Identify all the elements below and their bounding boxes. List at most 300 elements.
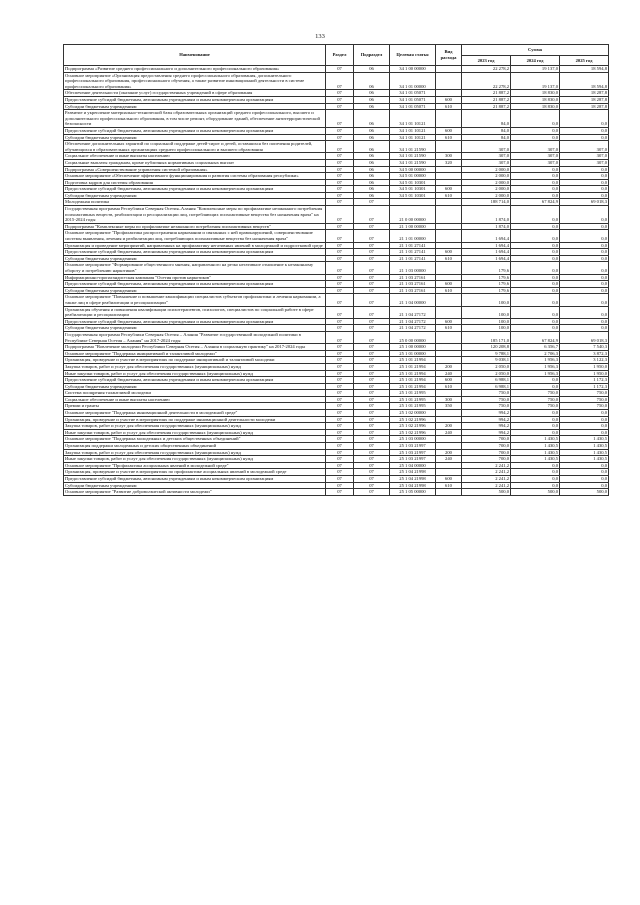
row-sum-2023: 994,2 bbox=[462, 416, 511, 423]
row-expense-type: 600 bbox=[436, 96, 462, 103]
row-sum-2025: 1 430,5 bbox=[560, 449, 609, 456]
row-sum-2025: 0,0 bbox=[560, 127, 609, 134]
row-expense-type bbox=[436, 242, 462, 249]
row-expense-type bbox=[436, 179, 462, 186]
row-razdel: 07 bbox=[326, 377, 354, 384]
row-expense-type: 600 bbox=[436, 186, 462, 193]
row-razdel: 07 bbox=[326, 110, 354, 128]
row-name: Предоставление субсидий бюджетным, автономным учреждениям и иным некоммерческим организациям bbox=[64, 96, 326, 103]
row-sum-2025: 0,0 bbox=[560, 318, 609, 325]
row-podrazdel: 06 bbox=[354, 179, 390, 186]
row-podrazdel: 07 bbox=[354, 206, 390, 224]
row-sum-2025: 750,0 bbox=[560, 390, 609, 397]
row-podrazdel: 07 bbox=[354, 456, 390, 463]
row-sum-2023: 1 694,4 bbox=[462, 249, 511, 256]
row-razdel: 07 bbox=[326, 482, 354, 489]
row-sum-2023: 84,0 bbox=[462, 127, 511, 134]
row-sum-2025: 0,0 bbox=[560, 416, 609, 423]
row-sum-2024: 0,0 bbox=[511, 306, 560, 318]
row-expense-type bbox=[436, 357, 462, 364]
row-target-article: 25 1 04 21998 bbox=[390, 476, 436, 483]
row-podrazdel: 07 bbox=[354, 274, 390, 281]
row-sum-2023: 1 874,0 bbox=[462, 223, 511, 230]
row-sum-2023: 100,0 bbox=[462, 294, 511, 306]
table-row bbox=[64, 110, 609, 128]
row-name: Подпрограмма «Совершенствование управления системой образования» bbox=[64, 166, 326, 173]
row-name: Субсидии бюджетным учреждениям bbox=[64, 103, 326, 110]
row-razdel: 07 bbox=[326, 390, 354, 397]
row-razdel: 07 bbox=[326, 249, 354, 256]
row-sum-2025: 0,0 bbox=[560, 134, 609, 141]
row-razdel: 07 bbox=[326, 192, 354, 199]
row-razdel: 07 bbox=[326, 173, 354, 180]
row-target-article: 34 1 01 10121 bbox=[390, 127, 436, 134]
row-name: Подготовка кадров для системы образования bbox=[64, 179, 326, 186]
row-expense-type: 600 bbox=[436, 281, 462, 288]
row-sum-2024: 0,0 bbox=[511, 281, 560, 288]
row-razdel: 07 bbox=[326, 403, 354, 410]
row-sum-2025: 1 430,5 bbox=[560, 456, 609, 463]
row-podrazdel: 07 bbox=[354, 287, 390, 294]
row-sum-2023: 120 208,8 bbox=[462, 344, 511, 351]
row-sum-2023: 2 000,0 bbox=[462, 166, 511, 173]
row-sum-2025: 18 287,8 bbox=[560, 96, 609, 103]
table-row bbox=[64, 242, 609, 249]
row-podrazdel: 06 bbox=[354, 159, 390, 166]
row-sum-2025: 0,0 bbox=[560, 186, 609, 193]
row-sum-2023: 21 887,2 bbox=[462, 90, 511, 97]
budget-table bbox=[63, 44, 609, 496]
row-sum-2025: 1 430,5 bbox=[560, 443, 609, 450]
row-name: Предоставление субсидий бюджетным, автономным учреждениям и иным некоммерческим организациям bbox=[64, 186, 326, 193]
row-podrazdel: 07 bbox=[354, 436, 390, 443]
row-sum-2024: 307,0 bbox=[511, 159, 560, 166]
row-expense-type: 200 bbox=[436, 363, 462, 370]
row-podrazdel: 07 bbox=[354, 482, 390, 489]
row-target-article: 25 1 01 21995 bbox=[390, 396, 436, 403]
row-expense-type bbox=[436, 350, 462, 357]
table-row bbox=[64, 90, 609, 97]
table-row bbox=[64, 410, 609, 417]
row-target-article: 25 1 05 00000 bbox=[390, 489, 436, 496]
row-target-article: 21 0 00 00000 bbox=[390, 206, 436, 224]
row-sum-2023: 994,2 bbox=[462, 410, 511, 417]
row-razdel: 07 bbox=[326, 456, 354, 463]
row-razdel: 07 bbox=[326, 206, 354, 224]
row-expense-type bbox=[436, 173, 462, 180]
row-podrazdel: 06 bbox=[354, 103, 390, 110]
table-body bbox=[64, 66, 609, 496]
row-razdel: 07 bbox=[326, 449, 354, 456]
row-podrazdel: 06 bbox=[354, 96, 390, 103]
row-sum-2024: 750,0 bbox=[511, 403, 560, 410]
table-row bbox=[64, 274, 609, 281]
row-target-article: 34 1 01 21590 bbox=[390, 153, 436, 160]
row-podrazdel: 07 bbox=[354, 390, 390, 397]
table-row bbox=[64, 403, 609, 410]
row-sum-2025: 18 594,8 bbox=[560, 72, 609, 90]
row-podrazdel: 06 bbox=[354, 192, 390, 199]
row-sum-2023: 188 714,0 bbox=[462, 199, 511, 206]
row-podrazdel: 07 bbox=[354, 331, 390, 343]
row-razdel: 07 bbox=[326, 325, 354, 332]
row-sum-2025: 7 540,3 bbox=[560, 344, 609, 351]
row-podrazdel: 07 bbox=[354, 410, 390, 417]
row-razdel: 07 bbox=[326, 242, 354, 249]
row-sum-2024: 0,0 bbox=[511, 383, 560, 390]
row-expense-type: 600 bbox=[436, 318, 462, 325]
row-razdel: 07 bbox=[326, 134, 354, 141]
row-target-article: 25 1 00 00000 bbox=[390, 344, 436, 351]
row-sum-2023: 994,2 bbox=[462, 423, 511, 430]
row-podrazdel: 07 bbox=[354, 344, 390, 351]
row-expense-type bbox=[436, 331, 462, 343]
row-name: Организация, проведение и участие в мероприятиях по поддержке инициативной и талантливой молодежи bbox=[64, 357, 326, 364]
row-podrazdel: 07 bbox=[354, 396, 390, 403]
row-name: Иные закупки товаров, работ и услуг для обеспечения государственных (муниципальных) нужд bbox=[64, 456, 326, 463]
row-name: Премии и гранты bbox=[64, 403, 326, 410]
row-sum-2024: 0,0 bbox=[511, 249, 560, 256]
row-expense-type: 240 bbox=[436, 456, 462, 463]
row-name: Закупка товаров, работ и услуг для обеспечения государственных (муниципальных) нужд bbox=[64, 449, 326, 456]
row-sum-2025: 0,0 bbox=[560, 294, 609, 306]
row-sum-2023: 100,0 bbox=[462, 325, 511, 332]
row-sum-2023: 994,2 bbox=[462, 429, 511, 436]
row-podrazdel: 06 bbox=[354, 127, 390, 134]
row-razdel: 07 bbox=[326, 410, 354, 417]
table-row bbox=[64, 429, 609, 436]
row-target-article: 21 1 03 27161 bbox=[390, 281, 436, 288]
header-year-2024: 2024 год bbox=[511, 56, 560, 66]
row-razdel: 07 bbox=[326, 199, 354, 206]
table-row bbox=[64, 370, 609, 377]
table-row bbox=[64, 66, 609, 73]
header-year-2025: 2025 год bbox=[560, 56, 609, 66]
row-podrazdel: 07 bbox=[354, 489, 390, 496]
row-sum-2024: 0,0 bbox=[511, 325, 560, 332]
row-sum-2025: 307,0 bbox=[560, 141, 609, 153]
row-podrazdel: 06 bbox=[354, 134, 390, 141]
row-target-article: 34 5 00 00000 bbox=[390, 166, 436, 173]
row-sum-2025: 69 018,3 bbox=[560, 199, 609, 206]
row-name: Субсидии бюджетным учреждениям bbox=[64, 134, 326, 141]
row-sum-2023: 21 887,2 bbox=[462, 96, 511, 103]
table-row bbox=[64, 153, 609, 160]
row-expense-type: 600 bbox=[436, 476, 462, 483]
row-sum-2025: 18 594,8 bbox=[560, 66, 609, 73]
row-razdel: 07 bbox=[326, 159, 354, 166]
row-sum-2024: 1 430,5 bbox=[511, 456, 560, 463]
row-name: Развитие и укрепление материально-технической базы образовательных организаций среднего профессионального, высшего и дополнительного профессионального образования, в том числе ремонт, оборудование зданий, обеспечение антитеррористической безопасности bbox=[64, 110, 326, 128]
header-year-2023: 2023 год bbox=[462, 56, 511, 66]
row-name: Обеспечение дополнительных гарантий по социальной поддержке детей-сирот и детей, оставшихся без попечения родителей, обучающихся в образовательных организациях среднего профессионального и высшего образования bbox=[64, 141, 326, 153]
row-razdel: 07 bbox=[326, 344, 354, 351]
row-sum-2025: 0,0 bbox=[560, 262, 609, 274]
row-sum-2024: 0,0 bbox=[511, 230, 560, 242]
row-sum-2023: 2 050,0 bbox=[462, 370, 511, 377]
row-sum-2024: 0,0 bbox=[511, 186, 560, 193]
table-row bbox=[64, 449, 609, 456]
table-row bbox=[64, 423, 609, 430]
row-expense-type bbox=[436, 344, 462, 351]
header-expense-type: Вид расхода bbox=[436, 45, 462, 66]
row-expense-type: 240 bbox=[436, 429, 462, 436]
header-target-article: Целевая статья bbox=[390, 45, 436, 66]
row-name: Иные закупки товаров, работ и услуг для обеспечения государственных (муниципальных) нужд bbox=[64, 429, 326, 436]
row-name: Социальное обеспечение и иные выплаты населению bbox=[64, 396, 326, 403]
row-target-article: 25 1 01 21994 bbox=[390, 377, 436, 384]
row-target-article: 25 1 01 21994 bbox=[390, 363, 436, 370]
table-row bbox=[64, 249, 609, 256]
row-sum-2024: 0,0 bbox=[511, 127, 560, 134]
row-sum-2024: 0,0 bbox=[511, 223, 560, 230]
row-target-article: 21 1 04 27172 bbox=[390, 318, 436, 325]
row-target-article: 25 1 01 21994 bbox=[390, 357, 436, 364]
row-name: Предоставление субсидий бюджетным, автономным учреждениям и иным некоммерческим организациям bbox=[64, 281, 326, 288]
row-target-article: 25 1 01 21995 bbox=[390, 403, 436, 410]
row-expense-type bbox=[436, 436, 462, 443]
row-target-article: 34 1 00 00000 bbox=[390, 66, 436, 73]
row-sum-2023: 100,0 bbox=[462, 318, 511, 325]
row-sum-2025: 0,0 bbox=[560, 223, 609, 230]
table-row bbox=[64, 281, 609, 288]
row-expense-type bbox=[436, 489, 462, 496]
row-name: Социальные выплаты гражданам, кроме публичных нормативных социальных выплат bbox=[64, 159, 326, 166]
row-sum-2025: 0,0 bbox=[560, 423, 609, 430]
row-sum-2025: 1 172,3 bbox=[560, 377, 609, 384]
row-sum-2025: 0,0 bbox=[560, 230, 609, 242]
row-podrazdel: 07 bbox=[354, 476, 390, 483]
row-podrazdel: 07 bbox=[354, 199, 390, 206]
row-sum-2023: 2 241,2 bbox=[462, 469, 511, 476]
row-target-article bbox=[390, 199, 436, 206]
row-target-article: 21 1 01 00000 bbox=[390, 230, 436, 242]
row-name: Организация обучения и повышения квалификации психотерапевтов, психологов, специалистов по социальной работе в сфере реабилитации и ресоциализации bbox=[64, 306, 326, 318]
row-target-article: 21 1 01 27141 bbox=[390, 249, 436, 256]
row-podrazdel: 06 bbox=[354, 153, 390, 160]
row-sum-2025: 0,0 bbox=[560, 325, 609, 332]
row-sum-2023: 84,0 bbox=[462, 134, 511, 141]
row-sum-2025: 307,0 bbox=[560, 153, 609, 160]
row-name: Основное мероприятие "Формирование общественного мнения, направленного на резко негативное отношение к незаконному обороту и потреблению наркотиков" bbox=[64, 262, 326, 274]
row-sum-2025: 1 950,0 bbox=[560, 363, 609, 370]
row-name: Субсидии бюджетным учреждениям bbox=[64, 383, 326, 390]
row-name: Организация поддержки молодежных и детских общественных объединений bbox=[64, 443, 326, 450]
row-podrazdel: 07 bbox=[354, 469, 390, 476]
row-expense-type bbox=[436, 462, 462, 469]
row-sum-2023: 2 241,2 bbox=[462, 462, 511, 469]
row-name: Система поощрения талантливой молодежи bbox=[64, 390, 326, 397]
row-name: Предоставление субсидий бюджетным, автономным учреждениям и иным некоммерческим организациям bbox=[64, 377, 326, 384]
row-sum-2024: 307,0 bbox=[511, 153, 560, 160]
row-podrazdel: 06 bbox=[354, 173, 390, 180]
row-sum-2023: 700,0 bbox=[462, 436, 511, 443]
row-sum-2025: 0,0 bbox=[560, 281, 609, 288]
row-target-article: 34 1 01 21590 bbox=[390, 159, 436, 166]
row-name: Предоставление субсидий бюджетным, автономным учреждениям и иным некоммерческим организациям bbox=[64, 249, 326, 256]
row-target-article: 25 1 02 00000 bbox=[390, 410, 436, 417]
row-target-article: 25 1 04 21998 bbox=[390, 482, 436, 489]
row-sum-2024: 18 830,0 bbox=[511, 103, 560, 110]
row-razdel: 07 bbox=[326, 396, 354, 403]
header-podrazdel: Подраздел bbox=[354, 45, 390, 66]
row-sum-2023: 307,0 bbox=[462, 153, 511, 160]
row-expense-type: 610 bbox=[436, 482, 462, 489]
row-sum-2023: 1 694,4 bbox=[462, 255, 511, 262]
row-podrazdel: 07 bbox=[354, 462, 390, 469]
row-sum-2024: 0,0 bbox=[511, 294, 560, 306]
row-podrazdel: 07 bbox=[354, 325, 390, 332]
row-podrazdel: 07 bbox=[354, 416, 390, 423]
row-sum-2024: 0,0 bbox=[511, 166, 560, 173]
row-sum-2025: 3 122,3 bbox=[560, 357, 609, 364]
row-target-article: 34 1 01 05071 bbox=[390, 96, 436, 103]
page-number: 133 bbox=[315, 33, 325, 40]
row-expense-type: 600 bbox=[436, 377, 462, 384]
row-sum-2023: 2 241,2 bbox=[462, 476, 511, 483]
row-expense-type bbox=[436, 230, 462, 242]
row-sum-2024: 0,0 bbox=[511, 318, 560, 325]
table-row bbox=[64, 199, 609, 206]
row-expense-type bbox=[436, 223, 462, 230]
row-podrazdel: 07 bbox=[354, 443, 390, 450]
row-sum-2025: 0,0 bbox=[560, 469, 609, 476]
row-razdel: 07 bbox=[326, 141, 354, 153]
row-name: Закупка товаров, работ и услуг для обеспечения государственных (муниципальных) нужд bbox=[64, 423, 326, 430]
row-sum-2024: 0,0 bbox=[511, 242, 560, 249]
row-sum-2024: 1 430,5 bbox=[511, 436, 560, 443]
table-row bbox=[64, 456, 609, 463]
row-sum-2024: 19 137,0 bbox=[511, 72, 560, 90]
row-sum-2025: 500,0 bbox=[560, 489, 609, 496]
row-target-article: 34 5 01 10301 bbox=[390, 186, 436, 193]
row-podrazdel: 07 bbox=[354, 423, 390, 430]
table-row bbox=[64, 443, 609, 450]
table-row bbox=[64, 325, 609, 332]
row-razdel: 07 bbox=[326, 462, 354, 469]
row-target-article: 25 1 04 00000 bbox=[390, 462, 436, 469]
row-sum-2025: 750,0 bbox=[560, 396, 609, 403]
row-target-article: 25 1 01 00000 bbox=[390, 350, 436, 357]
row-sum-2025: 0,0 bbox=[560, 206, 609, 224]
row-sum-2023: 700,0 bbox=[462, 443, 511, 450]
row-podrazdel: 07 bbox=[354, 242, 390, 249]
table-row bbox=[64, 350, 609, 357]
row-sum-2023: 1 694,4 bbox=[462, 230, 511, 242]
row-target-article: 21 1 04 27172 bbox=[390, 325, 436, 332]
row-name: Основное мероприятие "Поддержка инициативной и талантливой молодежи" bbox=[64, 350, 326, 357]
row-razdel: 07 bbox=[326, 294, 354, 306]
row-sum-2025: 18 287,8 bbox=[560, 90, 609, 97]
row-sum-2023: 2 000,0 bbox=[462, 173, 511, 180]
row-expense-type bbox=[436, 206, 462, 224]
row-name: Основное мероприятие "Профилактика асоциальных явлений в молодежной среде" bbox=[64, 462, 326, 469]
row-expense-type: 610 bbox=[436, 255, 462, 262]
row-target-article: 21 1 03 00000 bbox=[390, 262, 436, 274]
row-razdel: 07 bbox=[326, 489, 354, 496]
row-expense-type bbox=[436, 469, 462, 476]
table-row bbox=[64, 489, 609, 496]
row-razdel: 07 bbox=[326, 96, 354, 103]
row-target-article: 34 1 01 10121 bbox=[390, 134, 436, 141]
table-row bbox=[64, 390, 609, 397]
row-sum-2023: 2 050,0 bbox=[462, 363, 511, 370]
row-razdel: 07 bbox=[326, 287, 354, 294]
row-podrazdel: 06 bbox=[354, 186, 390, 193]
row-expense-type: 300 bbox=[436, 153, 462, 160]
row-sum-2024: 0,0 bbox=[511, 416, 560, 423]
row-sum-2023: 700,0 bbox=[462, 449, 511, 456]
row-sum-2023: 1 694,4 bbox=[462, 242, 511, 249]
row-expense-type bbox=[436, 262, 462, 274]
row-sum-2024: 1 430,5 bbox=[511, 443, 560, 450]
row-name: Подпрограмма "Комплексные меры по профилактике незаконного потребления психоактивных веществ" bbox=[64, 223, 326, 230]
row-sum-2025: 1 172,3 bbox=[560, 383, 609, 390]
row-target-article: 34 1 01 05071 bbox=[390, 103, 436, 110]
row-name: Основное мероприятие "Повышение и повышение квалификации специалистов субъектов профилактики и лечения наркомании, а также лиц в сфере реабилитации и ресоциализации" bbox=[64, 294, 326, 306]
row-name: Основное мероприятие "Развитие добровольческой активности молодежи" bbox=[64, 489, 326, 496]
row-name: Иные закупки товаров, работ и услуг для обеспечения государственных (муниципальных) нужд bbox=[64, 370, 326, 377]
row-expense-type: 600 bbox=[436, 127, 462, 134]
table-row bbox=[64, 134, 609, 141]
row-sum-2023: 84,0 bbox=[462, 110, 511, 128]
row-razdel: 07 bbox=[326, 306, 354, 318]
row-razdel: 07 bbox=[326, 429, 354, 436]
table-row bbox=[64, 294, 609, 306]
row-sum-2025: 0,0 bbox=[560, 192, 609, 199]
row-sum-2024: 0,0 bbox=[511, 192, 560, 199]
row-target-article: 34 5 01 00000 bbox=[390, 173, 436, 180]
row-name: Подпрограмма "Вовлечение молодежи Республики Северная Осетия – Алания в социальную практику" на 2017-2024 годы bbox=[64, 344, 326, 351]
table-row bbox=[64, 306, 609, 318]
row-target-article: 21 1 03 27161 bbox=[390, 287, 436, 294]
row-target-article: 34 1 01 00000 bbox=[390, 72, 436, 90]
table-row bbox=[64, 127, 609, 134]
row-podrazdel: 07 bbox=[354, 306, 390, 318]
row-target-article: 21 1 00 00000 bbox=[390, 223, 436, 230]
row-sum-2023: 2 241,2 bbox=[462, 482, 511, 489]
row-podrazdel: 07 bbox=[354, 262, 390, 274]
row-sum-2023: 179,6 bbox=[462, 274, 511, 281]
row-sum-2024: 1 956,3 bbox=[511, 357, 560, 364]
row-sum-2025: 0,0 bbox=[560, 173, 609, 180]
row-podrazdel: 07 bbox=[354, 429, 390, 436]
row-razdel: 07 bbox=[326, 443, 354, 450]
row-sum-2023: 22 278,2 bbox=[462, 72, 511, 90]
row-sum-2025: 1 950,0 bbox=[560, 370, 609, 377]
row-podrazdel: 07 bbox=[354, 370, 390, 377]
row-name: Молодежная политика bbox=[64, 199, 326, 206]
row-sum-2025: 0,0 bbox=[560, 429, 609, 436]
row-sum-2024: 0,0 bbox=[511, 429, 560, 436]
row-razdel: 07 bbox=[326, 383, 354, 390]
row-name: Государственная программа Республики Северная Осетия – Алания "Развитие государственной молодежной политики в Республике Северная Осетия – Алания" на 2017-2024 годы bbox=[64, 331, 326, 343]
row-razdel: 07 bbox=[326, 66, 354, 73]
row-sum-2024: 0,0 bbox=[511, 255, 560, 262]
row-sum-2023: 179,6 bbox=[462, 262, 511, 274]
table-row bbox=[64, 206, 609, 224]
row-sum-2024: 67 824,9 bbox=[511, 331, 560, 343]
row-expense-type: 610 bbox=[436, 134, 462, 141]
row-target-article: 21 1 04 00000 bbox=[390, 294, 436, 306]
row-expense-type bbox=[436, 166, 462, 173]
table-row bbox=[64, 96, 609, 103]
row-razdel: 07 bbox=[326, 153, 354, 160]
row-razdel: 07 bbox=[326, 416, 354, 423]
row-sum-2025: 0,0 bbox=[560, 274, 609, 281]
row-sum-2023: 307,0 bbox=[462, 159, 511, 166]
row-podrazdel: 06 bbox=[354, 166, 390, 173]
